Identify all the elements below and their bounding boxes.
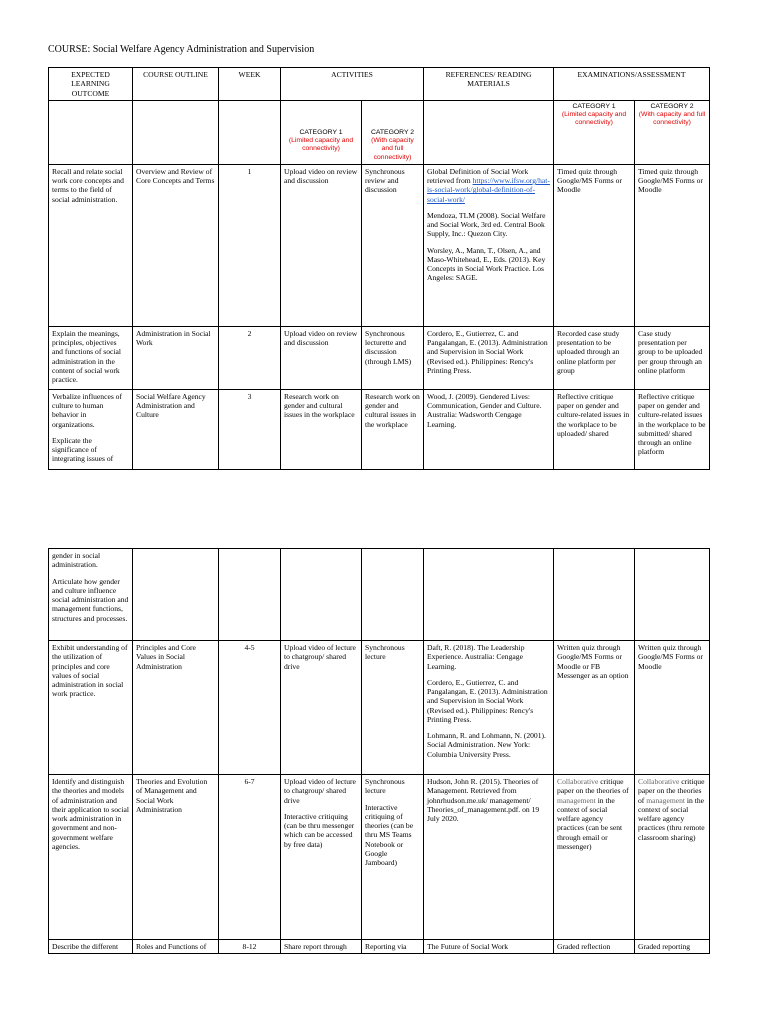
- outline-cell: Social Welfare Agency Administration and Culture: [133, 389, 219, 469]
- blank-cell: [49, 100, 133, 164]
- blank-cell: [281, 549, 362, 641]
- category-label: CATEGORY 2: [650, 102, 694, 110]
- table-row: [49, 641, 710, 775]
- exam-cat2-cell: Graded reporting: [635, 940, 710, 954]
- references-cell: Cordero, E., Gutierrez, C. and Pangalangan, E. (2013). Administration and Supervision in Social Work (Revised ed.). Philippines: Rency's Printing Press.: [424, 326, 554, 389]
- references-cell: The Future of Social Work: [424, 940, 554, 954]
- reference-text: Global Definition of Social Work retrieved from: [427, 166, 529, 186]
- activity-text: Interactive critiquing (can be thru messenger which can be accessed by free data): [284, 811, 355, 849]
- activity-text: Upload video of lecture to chatgroup/ shared drive: [284, 777, 356, 805]
- week-cell: 4-5: [219, 641, 281, 775]
- exam-cat2-cell: Timed quiz through Google/MS Forms or Moodle: [635, 164, 710, 326]
- activity-cat1-cell: Research work on gender and cultural issues in the workplace: [281, 389, 362, 469]
- outline-cell: Administration in Social Work: [133, 326, 219, 389]
- table-row: [49, 389, 710, 469]
- exam-cat1-cell: Timed quiz through Google/MS Forms or Moodle: [554, 164, 635, 326]
- category-label: CATEGORY 2: [370, 128, 415, 136]
- outline-cell: Principles and Core Values in Social Administration: [133, 641, 219, 775]
- exam-cat1-cell: Graded reflection: [554, 940, 635, 954]
- blank-cell: [554, 549, 635, 641]
- category-note: (With capacity and full connectivity): [371, 137, 414, 161]
- outcome-text: Articulate how gender and culture influence social administration and management functions, structures and processes.: [52, 576, 129, 623]
- exam-text: in the context of social welfare agency practices (can be sent through email or messenger): [557, 795, 623, 851]
- activity-category-2: [362, 100, 424, 164]
- blank-cell: [424, 100, 554, 164]
- blank-cell: [219, 100, 281, 164]
- activity-cat1-cell: Upload video of lecture to chatgroup/ shared drive: [281, 641, 362, 775]
- outline-cell: Overview and Review of Core Concepts and Terms: [133, 164, 219, 326]
- category-note: (Limited capacity and connectivity): [561, 111, 627, 127]
- references-cell: Wood, J. (2009). Gendered Lives: Communication, Gender and Culture. Australia: Wadsworth Cengage Learning.: [424, 389, 554, 469]
- exam-cat2-cell: Written quiz through Google/MS Forms or Moodle: [635, 641, 710, 775]
- header-outcome: EXPECTED LEARNING OUTCOME: [49, 68, 133, 101]
- activity-cat1-cell: Upload video on review and discussion: [281, 326, 362, 389]
- category-note: (With capacity and full connectivity): [638, 111, 706, 127]
- activity-cat2-cell: Research work on gender and cultural issues in the workplace: [362, 389, 424, 469]
- outcome-text: gender in social administration.: [52, 551, 101, 570]
- activity-cat2-cell: Synchronous lecturette and discussion (through LMS): [362, 326, 424, 389]
- references-cell: Hudson, John R. (2015). Theories of Management. Retrieved from johnrhudson.me.uk/ management/ Theories_of_management.pdf. on 19 July 2020.: [424, 775, 554, 940]
- blank-cell: [424, 549, 554, 641]
- header-exams: EXAMINATIONS/ASSESSMENT: [554, 68, 710, 101]
- category-label: CATEGORY 1: [572, 102, 616, 110]
- exam-text: critique paper on the theories of: [557, 777, 629, 796]
- blank-cell: [635, 549, 710, 641]
- exam-category-2: [635, 100, 710, 164]
- week-cell: 6-7: [219, 775, 281, 940]
- header-week: WEEK: [219, 68, 281, 101]
- category-note: (Limited capacity and connectivity): [288, 137, 354, 153]
- activity-cat1-cell: [281, 775, 362, 940]
- table-row: [49, 549, 710, 641]
- activity-text: Interactive critiquing of theories (can be thru MS Teams Notebook or Google Jamboard): [365, 802, 414, 867]
- outcome-text: Verbalize influences of culture to human behavior in organizations.: [52, 391, 122, 429]
- exam-cat2-cell: [635, 775, 710, 940]
- header-outline: COURSE OUTLINE: [133, 68, 219, 101]
- exam-cat2-cell: Case study presentation per group to be uploaded per group through an online platform: [635, 326, 710, 389]
- exam-cat2-cell: Reflective critique paper on gender and culture-related issues in the workplace to be submitted/ shared through an online platform: [635, 389, 710, 469]
- exam-text: critique paper on the theories of: [638, 777, 705, 805]
- reference-link[interactable]: https://www.ifsw.org/hat-is-social-work/global-definition-of-social-work/: [427, 176, 550, 204]
- activity-cat2-cell: Reporting via: [362, 940, 424, 954]
- reference-text: Cordero, E., Gutierrez, C. and Pangalangan, E. (2013). Administration and Supervision in Social Work (Revised ed.). Philippines: Rency's Printing Press.: [427, 677, 548, 724]
- activity-cat1-cell: Upload video on review and discussion: [281, 164, 362, 326]
- outcome-cell: Describe the different: [49, 940, 133, 954]
- week-cell: 2: [219, 326, 281, 389]
- table-row: [49, 775, 710, 940]
- outcome-text: Explicate the significance of integrating issues of: [52, 435, 114, 464]
- references-cell: [424, 164, 554, 326]
- blank-cell: [133, 549, 219, 641]
- exam-cat1-cell: Written quiz through Google/MS Forms or Moodle or FB Messenger as an option: [554, 641, 635, 775]
- outcome-cell: Exhibit understanding of the utilization of principles and core values of social administration in social work practice.: [49, 641, 133, 775]
- outcome-cell: Identify and distinguish the theories and models of administration and their application to social work administration in government and non-government welfare agencies.: [49, 775, 133, 940]
- reference-text: Mendoza, TLM (2008). Social Welfare and Social Work, 3rd ed. Central Book Supply, Inc.: Quezon City.: [427, 210, 546, 239]
- activity-cat1-cell: Share report through: [281, 940, 362, 954]
- course-title: COURSE: Social Welfare Agency Administration and Supervision: [48, 44, 315, 55]
- outcome-cell: [49, 549, 133, 641]
- course-table-page2: [48, 548, 710, 954]
- exam-text-word: Collaborative: [557, 777, 599, 786]
- blank-cell: [133, 100, 219, 164]
- outline-cell: Theories and Evolution of Management and Social Work Administration: [133, 775, 219, 940]
- activity-text: Synchronous lecture: [365, 777, 405, 796]
- outcome-cell: Explain the meanings, principles, objectives and functions of social administration in the content of social work practice.: [49, 326, 133, 389]
- category-label: CATEGORY 1: [299, 128, 343, 136]
- blank-cell: [362, 549, 424, 641]
- header-activities: ACTIVITIES: [281, 68, 424, 101]
- exam-category-1: [554, 100, 635, 164]
- exam-cat1-cell: Reflective critique paper on gender and culture-related issues in the workplace to be uploaded/ shared: [554, 389, 635, 469]
- activity-cat2-cell: [362, 775, 424, 940]
- exam-text: in the context of social welfare agency practices (thru remote classroom sharing): [638, 795, 705, 842]
- table-row: [49, 164, 710, 326]
- outline-cell: Roles and Functions of: [133, 940, 219, 954]
- week-cell: 3: [219, 389, 281, 469]
- week-cell: 1: [219, 164, 281, 326]
- week-cell: 8-12: [219, 940, 281, 954]
- outcome-cell: [49, 389, 133, 469]
- reference-text: Lohmann, R. and Lohmann, N. (2001). Social Administration. New York: Columbia University Press.: [427, 731, 546, 759]
- activity-category-1: [281, 100, 362, 164]
- exam-cat1-cell: [554, 775, 635, 940]
- table-row: [49, 326, 710, 389]
- header-references: REFERENCES/ READING MATERIALS: [424, 68, 554, 101]
- reference-text: Worsley, A., Mann, T., Olsen, A., and Maso-Whitehead, E., Eds. (2013). Key Concepts in Social Work Practice. Los Angeles: SAGE.: [427, 245, 546, 283]
- references-cell: [424, 641, 554, 775]
- blank-cell: [219, 549, 281, 641]
- activity-cat2-cell: Synchronous lecture: [362, 641, 424, 775]
- activity-cat2-cell: Synchronous review and discussion: [362, 164, 424, 326]
- exam-text-word: Collaborative: [638, 777, 680, 786]
- exam-text-word: management: [557, 795, 596, 805]
- course-table-page1: [48, 67, 710, 470]
- table-row: [49, 940, 710, 954]
- outcome-cell: Recall and relate social work core concepts and terms to the field of social administration.: [49, 164, 133, 326]
- exam-cat1-cell: Recorded case study presentation to be uploaded through an online platform per group: [554, 326, 635, 389]
- exam-text-word: management: [646, 795, 686, 805]
- reference-text: Daft, R. (2018). The Leadership Experience. Australia: Cengage Learning.: [427, 643, 525, 671]
